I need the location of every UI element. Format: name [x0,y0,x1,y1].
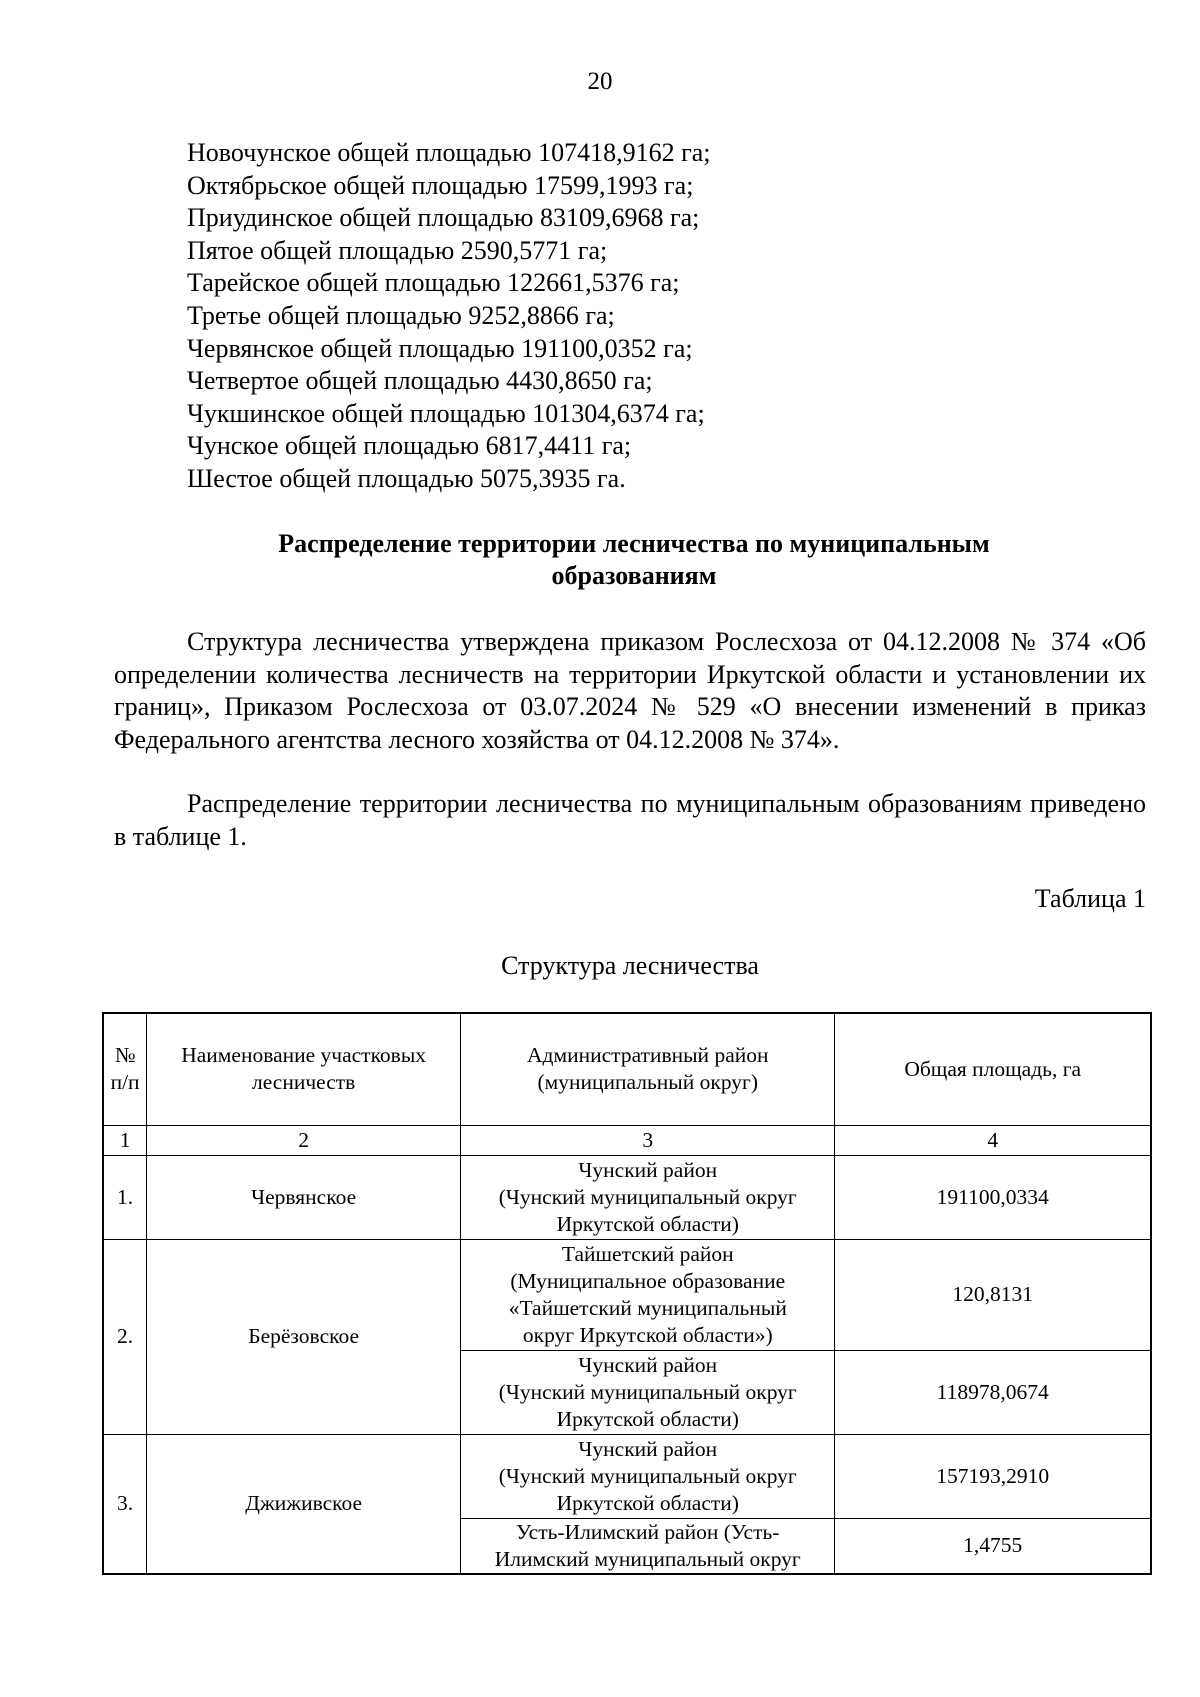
row-area: 1,4755 [835,1518,1151,1574]
table-row [103,1434,1151,1518]
district-line: Чунский район [578,1157,718,1182]
area-list [187,137,711,496]
header-text: п/п [110,1070,140,1095]
district-line: (Чунский муниципальный округ [498,1379,797,1404]
column-number: 2 [147,1125,461,1155]
list-item: Приудинское общей площадью 83109,6968 га; [187,203,700,233]
header-name [147,1013,461,1125]
header-text: № [114,1043,136,1068]
list-item: Третье общей площадью 9252,8866 га; [187,300,615,330]
row-area: 157193,2910 [835,1434,1151,1518]
district-line: Илимский муниципальный округ [494,1546,801,1571]
row-district [461,1434,835,1518]
column-number-row [103,1125,1151,1155]
header-text: Наименование участковых [181,1043,427,1068]
district-line: (Чунский муниципальный округ [498,1184,797,1209]
section-heading [118,528,1150,592]
district-line: Иркутской области) [556,1490,739,1515]
district-line: Чунский район [578,1436,718,1461]
district-line: «Тайшетский муниципальный [508,1295,787,1320]
list-item: Октябрьское общей площадью 17599,1993 га; [187,170,694,200]
row-district [461,1350,835,1434]
header-num [103,1013,147,1125]
column-number: 4 [835,1125,1151,1155]
district-line: Иркутской области) [556,1406,739,1431]
header-text: Административный район [527,1043,769,1068]
header-text: (муниципальный округ) [537,1070,759,1095]
row-district [461,1239,835,1350]
section-heading-line: образованиям [551,561,717,590]
district-line: (Чунский муниципальный округ [498,1463,797,1488]
row-area: 120,8131 [835,1239,1151,1350]
district-line: Иркутской области) [556,1211,739,1236]
table-title: Структура лесничества [501,951,759,980]
structure-table [102,1012,1152,1575]
row-name: Берёзовское [147,1239,461,1434]
list-item: Чунское общей площадью 6817,4411 га; [187,431,632,461]
row-area: 191100,0334 [835,1155,1151,1239]
row-district [461,1155,835,1239]
column-number: 1 [103,1125,147,1155]
district-line: Усть-Илимский район (Усть- [516,1519,780,1544]
list-item: Новочунское общей площадью 107418,9162 га; [187,138,711,167]
table-row [103,1239,1151,1350]
section-heading-line: Распределение территории лесничества по муниципальным [278,529,990,558]
list-item: Чукшинское общей площадью 101304,6374 га; [187,398,705,428]
table-row [103,1155,1151,1239]
row-num: 2. [103,1239,147,1434]
header-text: лесничеств [251,1070,356,1095]
list-item: Тарейское общей площадью 122661,5376 га; [187,268,680,298]
paragraph-structure: Структура лесничества утверждена приказом Рослесхоза от 04.12.2008 № 374 «Об определении количества лесничеств на территории Иркутской области и установлении их границ», Приказом Рослесхоза от 03.07.2024 № 529 «О внесении изменений в приказ Федерального агентства лесного хозяйства от 04.12.2008 № 374». [114,627,1146,754]
header-area: Общая площадь, га [835,1013,1151,1125]
row-name: Червянское [147,1155,461,1239]
page-number: 20 [587,68,613,95]
district-line: Тайшетский район [561,1241,734,1266]
district-line: Чунский район [578,1352,718,1377]
row-name: Джиживское [147,1434,461,1574]
district-line: (Муниципальное образование [510,1268,786,1293]
paragraph-distribution: Распределение территории лесничества по муниципальным образованиям приведено в таблице 1. [114,789,1146,851]
list-item: Шестое общей площадью 5075,3935 га. [187,463,626,493]
row-num: 1. [103,1155,147,1239]
table-header-row [103,1013,1151,1125]
list-item: Червянское общей площадью 191100,0352 га; [187,333,693,363]
district-line: округ Иркутской области») [522,1322,773,1347]
header-district [461,1013,835,1125]
row-area: 118978,0674 [835,1350,1151,1434]
table-label: Таблица 1 [1034,884,1146,913]
list-item: Четвертое общей площадью 4430,8650 га; [187,366,653,396]
row-num: 3. [103,1434,147,1574]
column-number: 3 [461,1125,835,1155]
row-district [461,1518,835,1574]
list-item: Пятое общей площадью 2590,5771 га; [187,235,608,265]
